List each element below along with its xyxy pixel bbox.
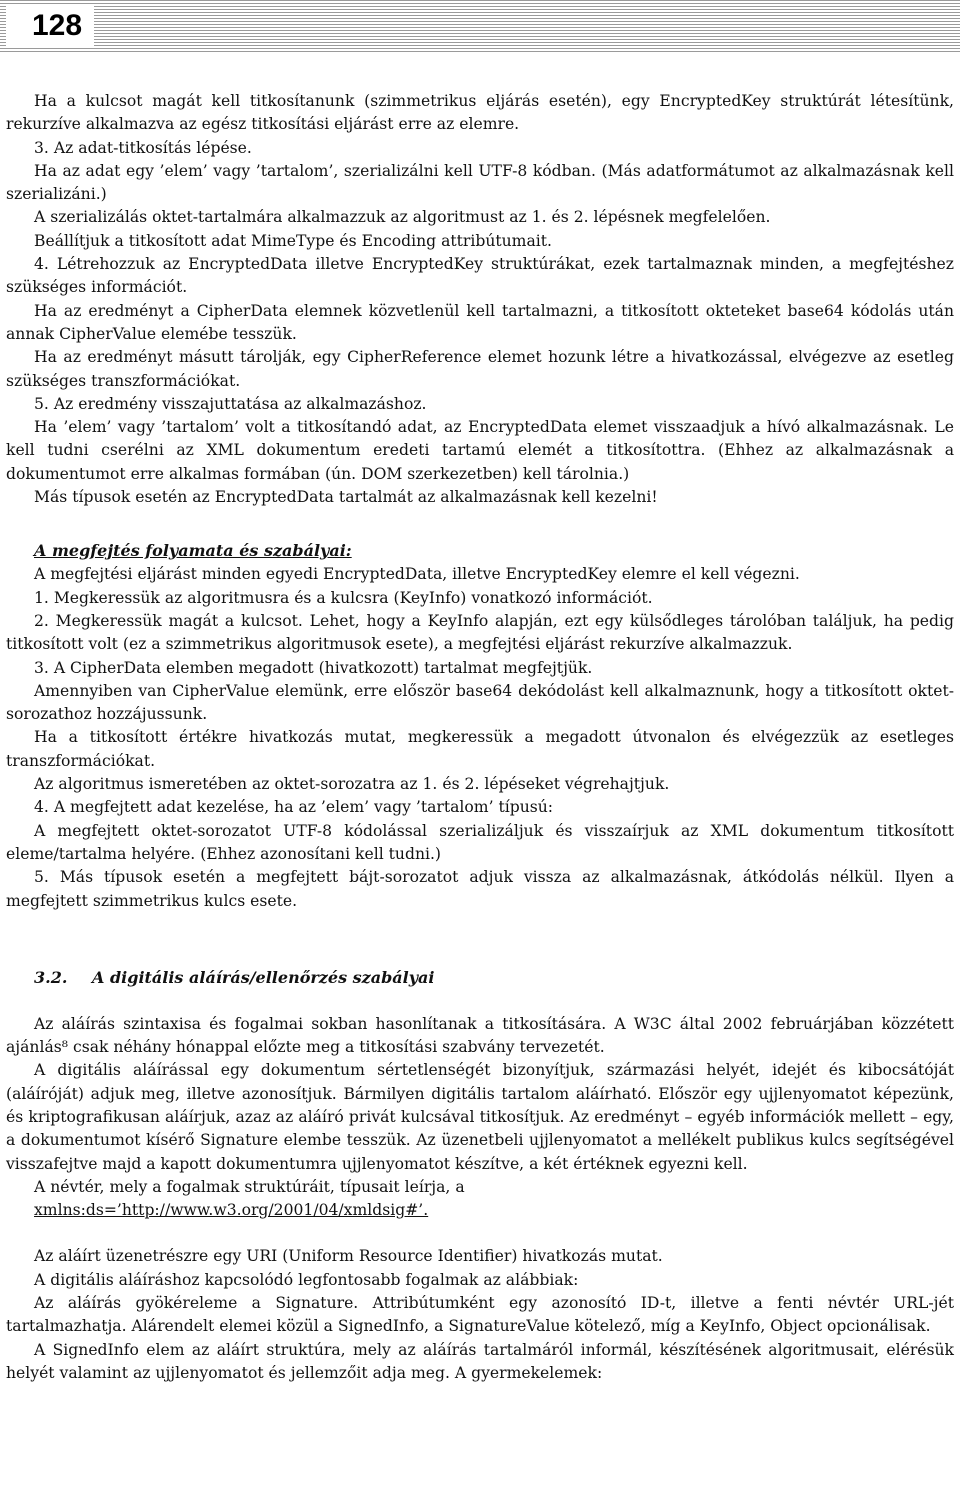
paragraph: Más típusok esetén az EncryptedData tartalmát az alkalmazásnak kell kezelni!: [34, 488, 658, 507]
page-number: 128: [6, 6, 94, 46]
paragraph: 3. A CipherData elemben megadott (hivatkozott) tartalmat megfejtjük.: [34, 658, 593, 677]
paragraph: Az aláírás szintaxisa és fogalmai sokban hasonlítanak a titkosítására. A W3C által 2002 februárjában közzétett ajánlás⁸ csak néhány hónappal előzte meg a titkosítási szabvány tervezetét.: [6, 1014, 954, 1057]
paragraph: A névtér, mely a fogalmak struktúráit, típusait leírja, a: [34, 1177, 465, 1196]
paragraph: 4. Létrehozzuk az EncryptedData illetve EncryptedKey struktúrákat, ezek tartalmaznak minden, a megfejtéshez szükséges információt.: [6, 255, 954, 297]
paragraph: 1. Megkeressük az algoritmusra és a kulcsra (KeyInfo) vonatkozó információt.: [34, 588, 653, 607]
paragraph: Az aláírt üzenetrészre egy URI (Uniform Resource Identifier) hivatkozás mutat.: [34, 1247, 663, 1266]
paragraph: Ha a kulcsot magát kell titkosítanunk (szimmetrikus eljárás esetén), egy EncryptedKey struktúrát létesítünk, rekurzíve alkalmazva az egész titkosítási eljárást erre az elemre.: [6, 92, 954, 134]
page-body: [6, 90, 954, 1385]
paragraph: Amennyiben van CipherValue elemünk, erre először base64 dekódolást kell alkalmaznunk, hogy a titkosított oktet-sorozathoz hozzájussunk.: [6, 681, 954, 724]
paragraph: 4. A megfejtett adat kezelése, ha az ’elem’ vagy ’tartalom’ típusú:: [34, 798, 554, 817]
paragraph: A digitális aláíráshoz kapcsolódó legfontosabb fogalmak az alábbiak:: [34, 1270, 579, 1289]
paragraph: Ha ’elem’ vagy ’tartalom’ volt a titkosítandó adat, az EncryptedData elemet visszaadjuk a hívó alkalmazásnak. Le kell tudni cserélni az XML dokumentum eredeti tartamú elemét a titkosítottra. (Ehhez az alkalmazásnak a dokumentumot erre alkalmas formában (ún. DOM szerkezetben) kell tárolnia.): [6, 418, 954, 483]
section-title: A digitális aláírás/ellenőrzés szabályai: [92, 967, 435, 987]
paragraph: Ha a titkosított értékre hivatkozás mutat, megkeressük a megadott útvonalon és elvégezzük az esetleges transzformációkat.: [6, 728, 954, 770]
paragraph: A megfejtett oktet-sorozatot UTF-8 kódolással szerializáljuk és visszaírjuk az XML dokumentum titkosított eleme/tartalma helyére. (Ehhez azonosítani kell tudni.): [6, 821, 954, 863]
paragraph: Ha az eredményt a CipherData elemnek közvetlenül kell tartalmazni, a titkosított okteteket base64 kódolás után annak CipherValue elemébe tesszük.: [6, 301, 954, 343]
paragraph: 3. Az adat-titkosítás lépése.: [34, 138, 252, 157]
paragraph: Az algoritmus ismeretében az oktet-sorozatra az 1. és 2. lépéseket végrehajtjuk.: [34, 775, 670, 794]
section-heading: [6, 966, 954, 990]
paragraph: A SignedInfo elem az aláírt struktúra, mely az aláírás tartalmáról informál, készítésének algoritmusait, elérésük helyét valamint az ujjlenyomatot és jellemzőit adja meg. A gyermekelemek:: [6, 1340, 954, 1382]
subheading: A megfejtés folyamata és szabályai:: [34, 541, 352, 561]
paragraph: Az aláírás gyökéreleme a Signature. Attribútumként egy azonosító ID-t, illetve a fenti névtér URL-jét tartalmazhatja. Alárendelt elemei közül a SignedInfo, a SignatureValue kötelező, míg a KeyInfo, Object opcionálisak.: [6, 1294, 954, 1336]
paragraph: 5. Más típusok esetén a megfejtett bájt-sorozatot adjuk vissza az alkalmazásnak, átkódolás nélkül. Ilyen a megfejtett szimmetrikus kulcs esete.: [6, 868, 954, 910]
paragraph: Ha az eredményt másutt tárolják, egy CipherReference elemet hozunk létre a hivatkozással, elvégezve az esetleg szükséges transzformációkat.: [6, 348, 954, 390]
paragraph: Beállítjuk a titkosított adat MimeType és Encoding attribútumait.: [34, 231, 552, 250]
paragraph: A megfejtési eljárást minden egyedi EncryptedData, illetve EncryptedKey elemre el kell végezni.: [34, 565, 800, 584]
page-header: [0, 0, 960, 54]
section-number: 3.2.: [34, 967, 68, 987]
namespace-line: [6, 1199, 954, 1222]
paragraph: 2. Megkeressük magát a kulcsot. Lehet, hogy a KeyInfo alapján, ezt egy külsődleges tárolóban találjuk, ha pedig titkosított volt (ez a szimmetrikus algoritmusok esete), a megfejtési eljárást rekurzíve alkalmazzuk.: [6, 611, 954, 654]
namespace-uri: xmlns:ds=’http://www.w3.org/2001/04/xmldsig#’.: [34, 1201, 429, 1220]
paragraph: Ha az adat egy ’elem’ vagy ’tartalom’, szerializálni kell UTF-8 kódban. (Más adatformátumot az alkalmazásnak kell szerializáni.): [6, 161, 954, 204]
paragraph: A szerializálás oktet-tartalmára alkalmazzuk az algoritmust az 1. és 2. lépésnek megfelelően.: [34, 208, 771, 227]
paragraph: A digitális aláírással egy dokumentum sértetlenségét bizonyítjuk, származási helyét, idejét és kibocsátóját (aláíróját) adjuk meg, illetve azonosítjuk. Bármilyen digitális tartalom aláírható. Először egy ujjlenyomatot képezünk, és kriptografikusan aláírjuk, azaz az aláíró privát kulcsával titkosítjuk. Az eredményt – egyéb információk mellett – egy, a dokumentumot kísérő Signature elembe tesszük. Az üzenetbeli ujjlenyomatot a mellékelt publikus kulcs segítségével visszafejtve majd a kapott dokumentumra ujjlenyomatot készítve, a két értéknek egyezni kell.: [6, 1061, 954, 1173]
paragraph: 5. Az eredmény visszajuttatása az alkalmazáshoz.: [34, 394, 427, 413]
